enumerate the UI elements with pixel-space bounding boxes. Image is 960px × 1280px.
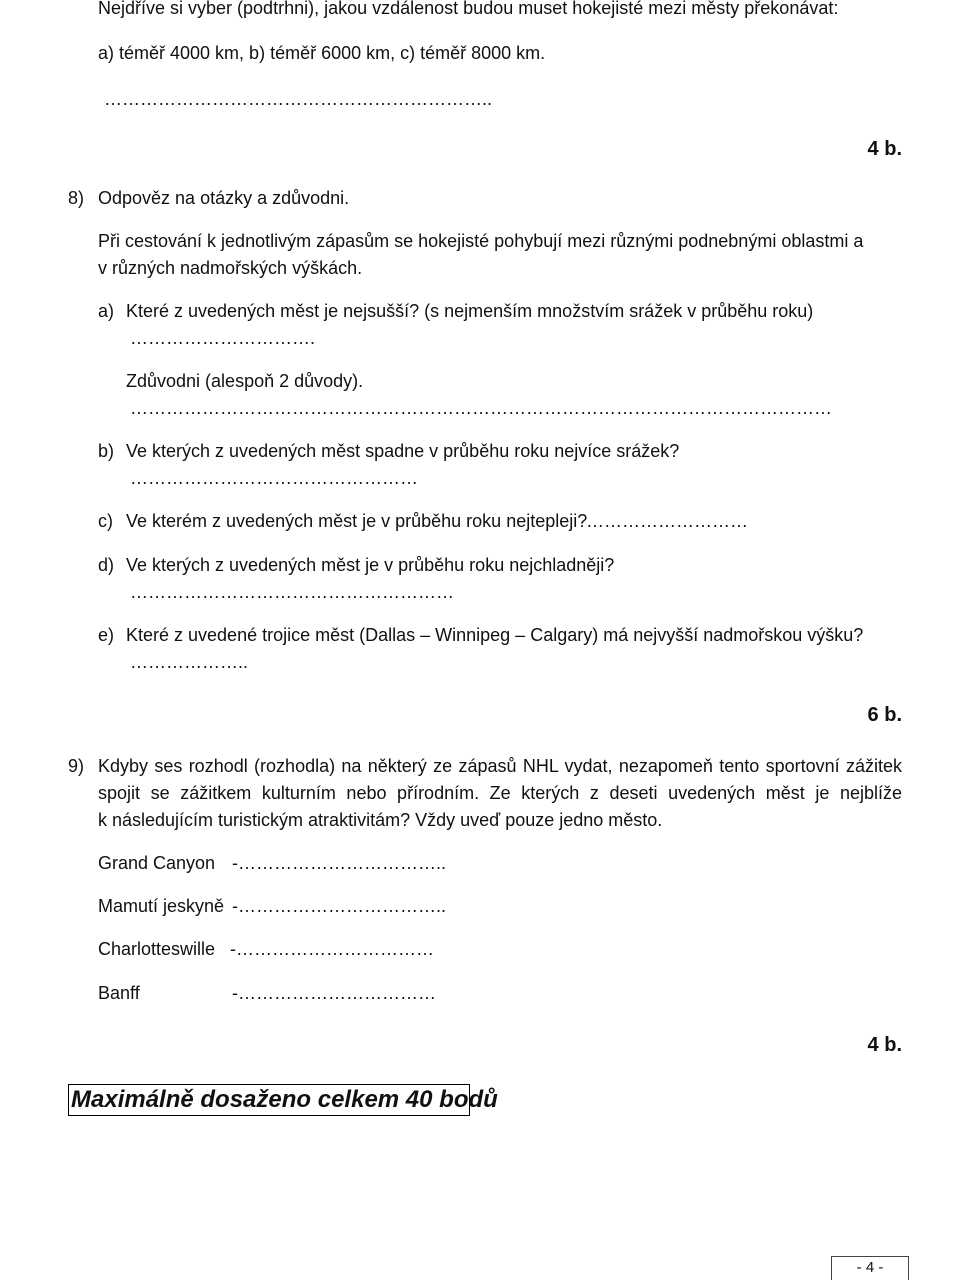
q8-context-line1: Při cestování k jednotlivým zápasům se hokejisté pohybují mezi různými podnebnými oblastmi a xyxy=(98,231,864,251)
q8d-answer-line[interactable]: ……………………………………………… xyxy=(130,582,454,602)
q8d-label: d) xyxy=(98,555,115,575)
q8a-answer-line[interactable]: …………………………. xyxy=(130,328,316,348)
q8b-label: b) xyxy=(98,441,115,461)
q8-title: Odpověz na otázky a zdůvodni. xyxy=(98,188,350,208)
q9-item-answer-line[interactable]: -…………………………….. xyxy=(232,853,446,873)
q8c-label: c) xyxy=(98,511,113,531)
q8c-text: Ve kterém z uvedených měst je v průběhu roku nejtepleji? xyxy=(126,511,588,531)
intro-answer-line[interactable]: ……………………………………………………….. xyxy=(104,89,493,109)
q8e-label: e) xyxy=(98,625,115,645)
intro-options: a) téměř 4000 km, b) téměř 6000 km, c) téměř 8000 km. xyxy=(98,43,546,63)
q8e-answer-line[interactable]: ……………….. xyxy=(130,652,249,672)
q9-item-name: Charlotteswille xyxy=(98,939,216,959)
q8-points: 4 b. xyxy=(867,138,902,160)
q9-paragraph xyxy=(98,753,902,834)
q8a-justify-answer-line[interactable]: ……………………………………………………………………………………………………… xyxy=(130,398,832,418)
q9-item-name: Banff xyxy=(98,983,140,1003)
q8a-label: a) xyxy=(98,301,115,321)
q8-context-line2: v různých nadmořských výškách. xyxy=(98,258,363,278)
q8a-justify-prompt: Zdůvodni (alespoň 2 důvody). xyxy=(126,371,364,391)
q8-number: 8) xyxy=(68,188,85,208)
q9-number: 9) xyxy=(68,756,85,776)
q8b-text: Ve kterých z uvedených měst spadne v průběhu roku nejvíce srážek? xyxy=(126,441,680,461)
q9-item-answer-line[interactable]: -…………………………….. xyxy=(232,896,446,916)
page-number: - 4 - xyxy=(831,1256,909,1280)
q9-item-name: Grand Canyon xyxy=(98,853,216,873)
q9-item-answer-line[interactable]: -…………………………… xyxy=(232,983,436,1003)
q9-item-answer-line[interactable]: -…………………………… xyxy=(230,939,434,959)
q8b-answer-line[interactable]: ………………………………………… xyxy=(130,468,418,488)
q8d-text: Ve kterých z uvedených měst je v průběhu roku nejchladněji? xyxy=(126,555,615,575)
q9-line2: spojit se zážitkem kulturním nebo přírodním. Ze kterých z deseti uvedených měst je nejblíže xyxy=(98,783,902,803)
q8a-text: Které z uvedených měst je nejsušší? (s nejmenším množstvím srážek v průběhu roku) xyxy=(126,301,814,321)
q8e-text: Které z uvedené trojice měst (Dallas – Winnipeg – Calgary) má nejvyšší nadmořskou výšku? xyxy=(126,625,864,645)
intro-instruction: Nejdříve si vyber (podtrhni), jakou vzdálenost budou muset hokejisté mezi městy překonávat: xyxy=(98,0,839,18)
q9-line3: k následujícím turistickým atraktivitám? Vždy uveď pouze jedno město. xyxy=(98,810,663,830)
q8-total-points: 6 b. xyxy=(867,704,902,726)
q8c-answer-line[interactable]: ……………………… xyxy=(586,511,748,531)
q9-points: 4 b. xyxy=(867,1034,902,1056)
final-score-note: Maximálně dosaženo celkem 40 bodů xyxy=(68,1084,470,1116)
q9-item-name: Mamutí jeskyně xyxy=(98,896,225,916)
q9-line1: Kdyby ses rozhodl (rozhodla) na některý ze zápasů NHL vydat, nezapomeň tento sportovní zážitek xyxy=(98,756,902,776)
